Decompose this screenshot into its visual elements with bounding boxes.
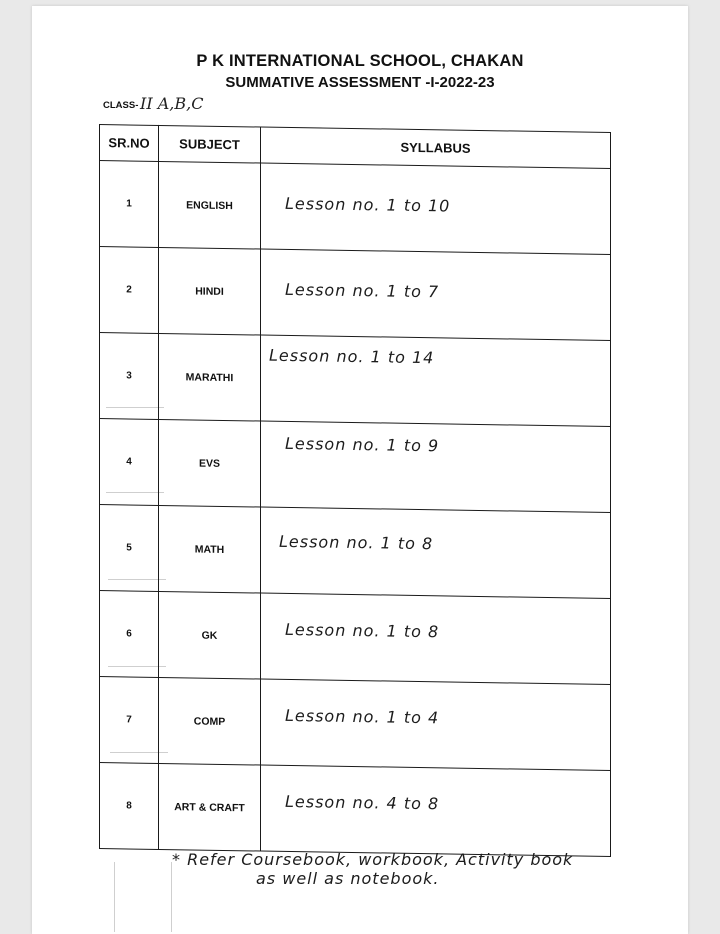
table-row bbox=[100, 677, 611, 771]
sr-cell: 3 bbox=[100, 333, 159, 420]
table-row bbox=[100, 591, 611, 685]
faint-pencil-mark bbox=[114, 862, 115, 932]
syllabus-table bbox=[99, 124, 611, 857]
syllabus-cell: Lesson no. 1 to 10 bbox=[261, 163, 611, 254]
sr-cell: 2 bbox=[100, 247, 159, 334]
syllabus-cell: Lesson no. 1 to 4 bbox=[261, 679, 611, 770]
table-row bbox=[100, 419, 611, 513]
sr-cell: 8 bbox=[100, 763, 159, 850]
assessment-title: SUMMATIVE ASSESSMENT -I-2022-23 bbox=[225, 74, 495, 91]
syllabus-cell: Lesson no. 1 to 14 bbox=[261, 335, 611, 426]
table-row bbox=[100, 247, 611, 341]
syllabus-cell: Lesson no. 1 to 8 bbox=[261, 593, 611, 684]
syllabus-cell: Lesson no. 1 to 7 bbox=[261, 249, 611, 340]
school-name: P K INTERNATIONAL SCHOOL, CHAKAN bbox=[196, 52, 524, 70]
syllabus-cell: Lesson no. 4 to 8 bbox=[261, 765, 611, 856]
subject-cell: ENGLISH bbox=[159, 161, 261, 249]
column-header-subject: SUBJECT bbox=[159, 125, 261, 163]
subject-cell: GK bbox=[159, 591, 261, 679]
column-header-sr: SR.NO bbox=[100, 125, 159, 162]
subject-cell: COMP bbox=[159, 677, 261, 765]
class-value: II A,B,C bbox=[140, 94, 204, 113]
sr-cell: 7 bbox=[100, 677, 159, 764]
subject-cell: EVS bbox=[159, 419, 261, 507]
table-row bbox=[100, 333, 611, 427]
table-row bbox=[100, 505, 611, 599]
sr-cell: 4 bbox=[100, 419, 159, 506]
syllabus-cell: Lesson no. 1 to 9 bbox=[261, 421, 611, 512]
table-row bbox=[100, 161, 611, 255]
syllabus-cell: Lesson no. 1 to 8 bbox=[261, 507, 611, 598]
table-row bbox=[100, 763, 611, 857]
note-line-2: as well as notebook. bbox=[256, 869, 440, 888]
sr-cell: 5 bbox=[100, 505, 159, 592]
handwritten-note bbox=[172, 850, 573, 888]
sr-cell: 6 bbox=[100, 591, 159, 678]
subject-cell: HINDI bbox=[159, 247, 261, 335]
sr-cell: 1 bbox=[100, 161, 159, 248]
subject-cell: MARATHI bbox=[159, 333, 261, 421]
column-header-syllabus: SYLLABUS bbox=[261, 127, 611, 168]
subject-cell: ART & CRAFT bbox=[159, 763, 261, 851]
class-label: CLASS- bbox=[103, 100, 139, 111]
note-line-1: * Refer Coursebook, workbook, Activity book bbox=[172, 850, 574, 869]
subject-cell: MATH bbox=[159, 505, 261, 593]
